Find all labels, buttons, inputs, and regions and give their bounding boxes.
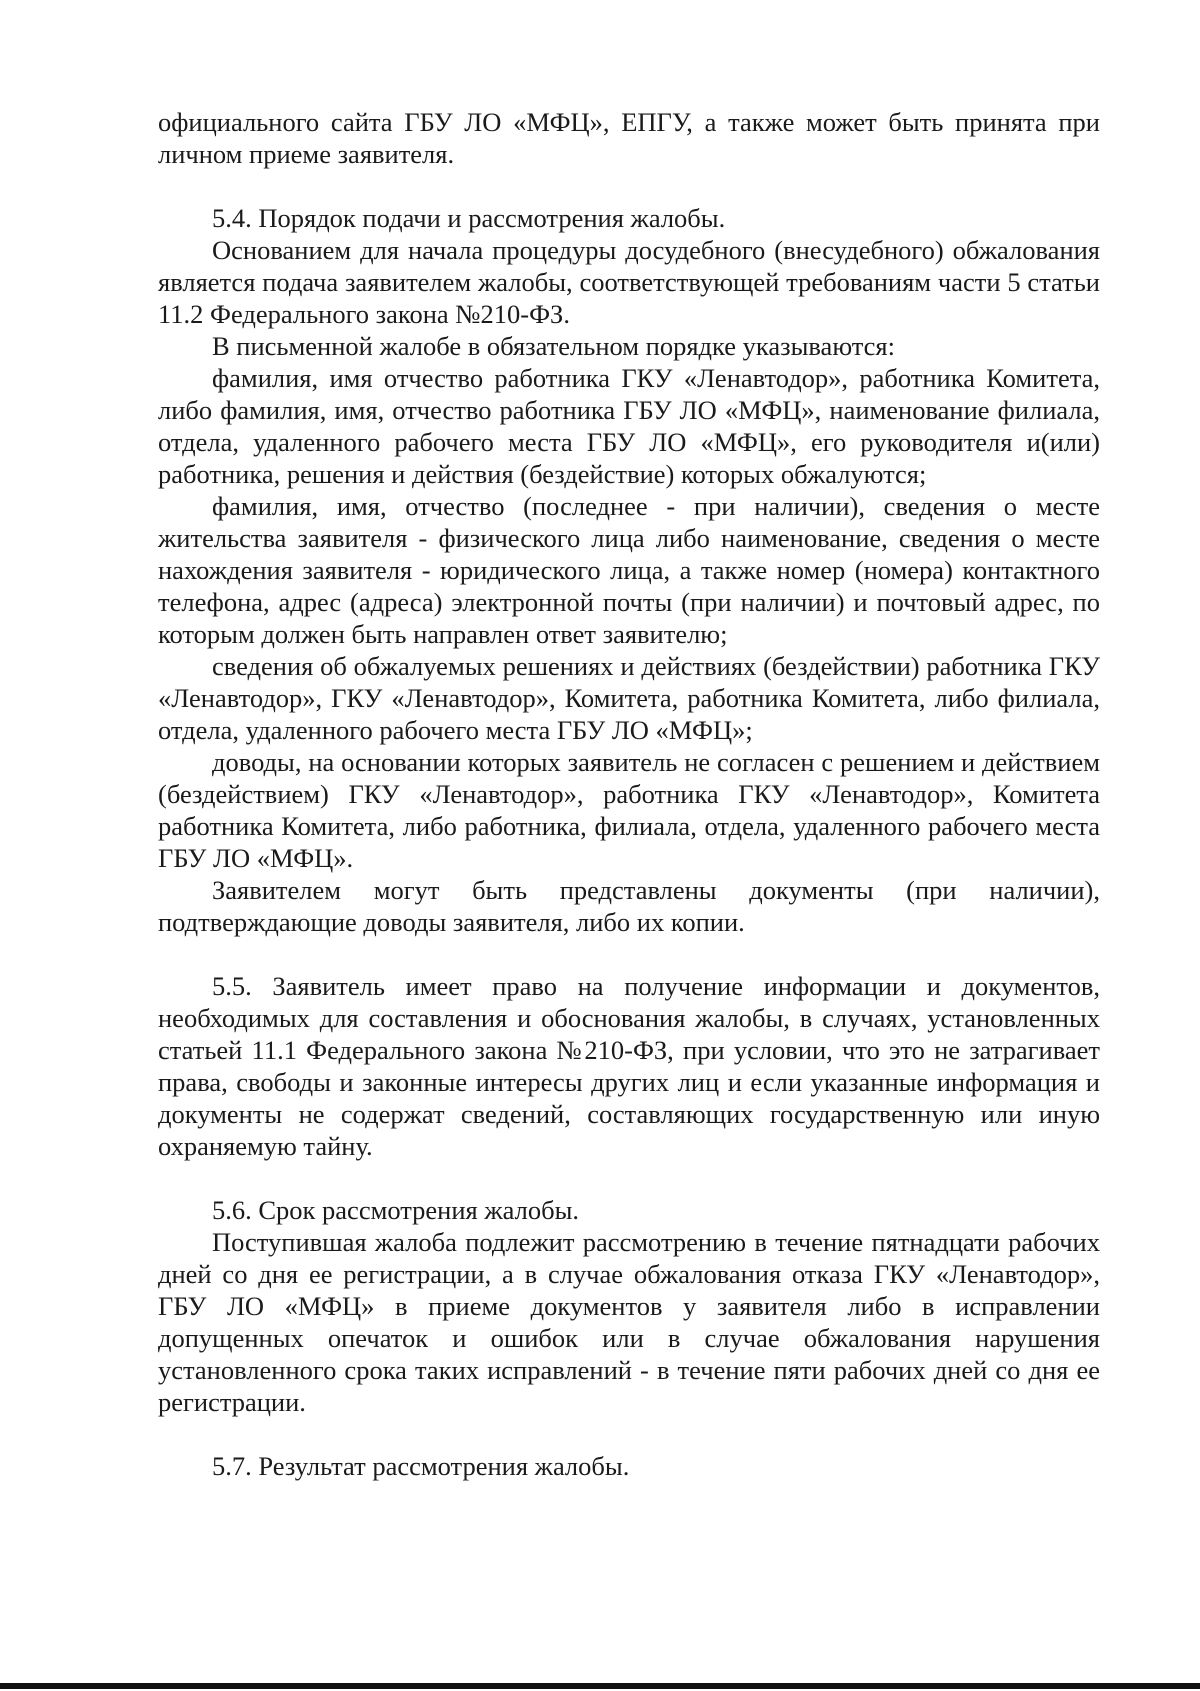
paragraph-spacer [158, 938, 1100, 970]
document-paragraph: Заявителем могут быть представлены документы (при наличии), подтверждающие доводы заявителя, либо их копии. [158, 875, 1100, 937]
document-paragraph: официального сайта ГБУ ЛО «МФЦ», ЕПГУ, а также может быть принята при личном приеме заявителя. [158, 107, 1100, 169]
paragraph-spacer [158, 1418, 1100, 1450]
document-paragraph: сведения об обжалуемых решениях и действиях (бездействии) работника ГКУ «Ленавтодор», ГКУ «Ленавтодор», Комитета, работника Комитета, либо филиала, отдела, удаленного рабочего места ГБУ ЛО «МФЦ»; [158, 651, 1100, 745]
document-paragraph: 5.6. Срок рассмотрения жалобы. [212, 1195, 580, 1225]
page-bottom-border [0, 1683, 1200, 1689]
paragraph-spacer [158, 1162, 1100, 1194]
document-paragraph: 5.5. Заявитель имеет право на получение информации и документов, необходимых для составления и обоснования жалобы, в случаях, установленных статьей 11.1 Федерального закона №210-ФЗ, при условии, что это не затрагивает права, свободы и законные интересы других лиц и если указанные информация и документы не содержат сведений, составляющих государственную или иную охраняемую тайну. [158, 971, 1100, 1161]
document-paragraph: доводы, на основании которых заявитель не согласен с решением и действием (бездействием) ГКУ «Ленавтодор», работника ГКУ «Ленавтодор», Комитета работника Комитета, либо работника, филиала, отдела, удаленного рабочего места ГБУ ЛО «МФЦ». [158, 747, 1100, 873]
document-paragraph: Основанием для начала процедуры досудебного (внесудебного) обжалования является подача заявителем жалобы, соответствующей требованиям части 5 статьи 11.2 Федерального закона №210-ФЗ. [158, 235, 1100, 329]
document-paragraph: фамилия, имя отчество работника ГКУ «Ленавтодор», работника Комитета, либо фамилия, имя, отчество работника ГБУ ЛО «МФЦ», наименование филиала, отдела, удаленного рабочего места ГБУ ЛО «МФЦ», его руководителя и(или) работника, решения и действия (бездействие) которых обжалуются; [158, 363, 1100, 489]
document-body [158, 106, 1100, 1482]
document-paragraph: В письменной жалобе в обязательном порядке указываются: [212, 331, 895, 361]
document-paragraph: Поступившая жалоба подлежит рассмотрению в течение пятнадцати рабочих дней со дня ее регистрации, а в случае обжалования отказа ГКУ «Ленавтодор», ГБУ ЛО «МФЦ» в приеме документов у заявителя либо в исправлении допущенных опечаток и ошибок или в случае обжалования нарушения установленного срока таких исправлений - в течение пяти рабочих дней со дня ее регистрации. [158, 1227, 1100, 1417]
document-paragraph: 5.7. Результат рассмотрения жалобы. [212, 1451, 630, 1481]
document-paragraph: фамилия, имя, отчество (последнее - при наличии), сведения о месте жительства заявителя - физического лица либо наименование, сведения о месте нахождения заявителя - юридического лица, а также номер (номера) контактного телефона, адрес (адреса) электронной почты (при наличии) и почтовый адрес, по которым должен быть направлен ответ заявителю; [158, 491, 1100, 649]
document-paragraph: 5.4. Порядок подачи и рассмотрения жалобы. [212, 203, 726, 233]
paragraph-spacer [158, 170, 1100, 202]
